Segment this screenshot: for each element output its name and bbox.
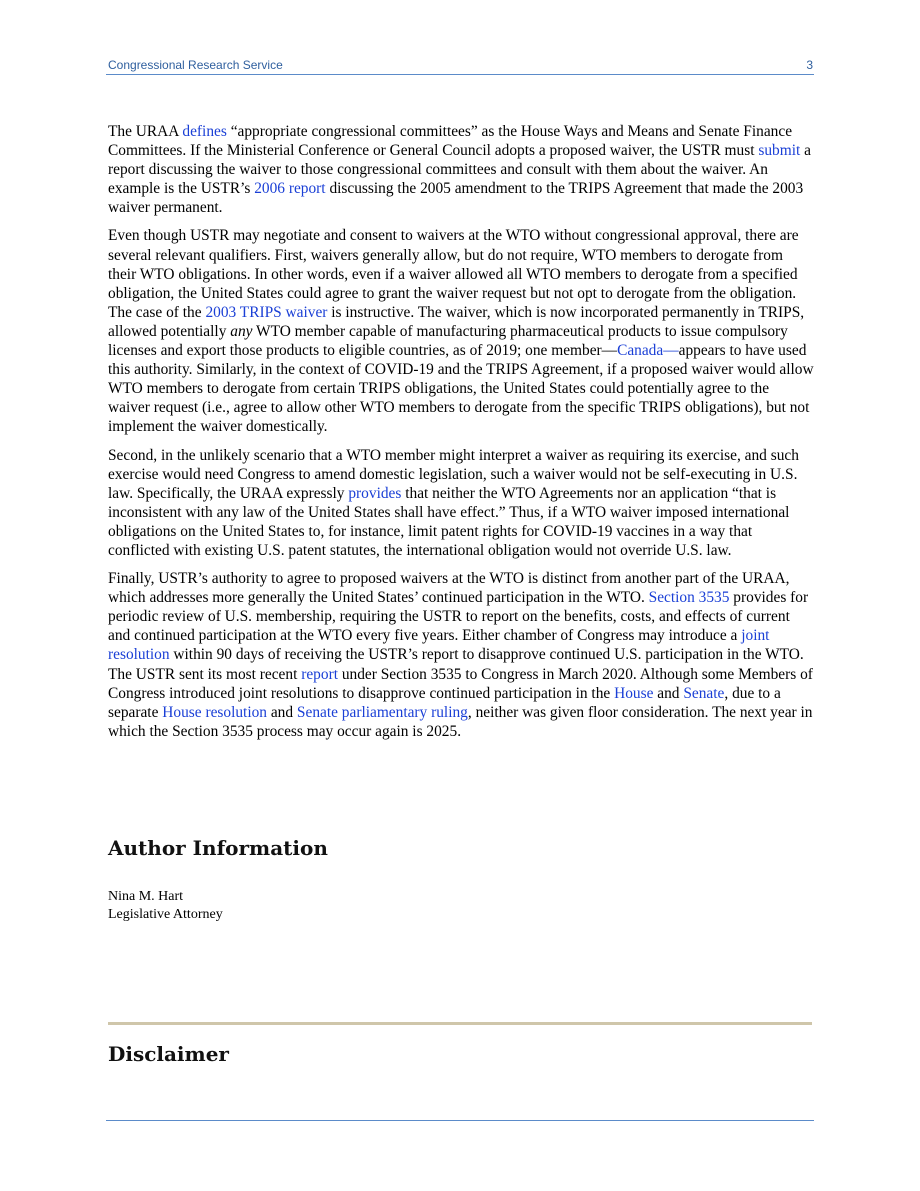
link-defines[interactable]: defines bbox=[182, 123, 227, 140]
text-run: and bbox=[267, 703, 297, 721]
header-org-name: Congressional Research Service bbox=[108, 58, 283, 72]
link-joint-resolution[interactable]: joint resolution bbox=[108, 627, 770, 664]
text-run: that neither the WTO Agreements nor an application “that is inconsistent with any law of the United States shall have effect.” Thus, if a WTO waiver imposed international obligations on the United States to, for instance, limit patent rights for COVID-19 vaccines in a way that conflicted with existing U.S. patent statutes, the international obligation would not override U.S. law. bbox=[108, 484, 790, 559]
link-submit[interactable]: submit bbox=[758, 142, 801, 160]
link-senate[interactable]: Senate bbox=[683, 684, 725, 702]
running-header bbox=[108, 58, 813, 74]
link-section-3535[interactable]: Section 3535 bbox=[648, 589, 730, 607]
link-house[interactable]: House bbox=[614, 684, 654, 702]
text-run: , due to a separate bbox=[108, 684, 781, 721]
text-run: Finally, USTR’s authority to agree to proposed waivers at the WTO is distinct from another part of the URAA, which addresses more generally the United States’ continued participation in the WTO. bbox=[108, 570, 790, 607]
paragraph-1 bbox=[108, 122, 814, 217]
text-run: Second, in the unlikely scenario that a WTO member might interpret a waiver as requiring its exercise, and such exercise would need Congress to amend domestic legislation, such a waiver would not be self-executing in U.S. law. Specifically, the URAA expressly bbox=[108, 446, 799, 502]
text-run: a report discussing the waiver to those congressional committees and consult with them about the waiver. An example is the USTR’s bbox=[108, 142, 811, 198]
link-house-resolution[interactable]: House resolution bbox=[162, 703, 267, 721]
body-text bbox=[108, 122, 814, 750]
footer-divider bbox=[106, 1120, 814, 1121]
link-canada[interactable]: Canada— bbox=[617, 342, 679, 360]
paragraph-4 bbox=[108, 569, 814, 741]
text-run: appears to have used this authority. Similarly, in the context of COVID-19 and the TRIPS Agreement, if a proposed waiver would allow WTO members to derogate from certain TRIPS obligations, the United States could potentially agree to the waiver request (i.e., agree to allow other WTO members to derogate from the specific TRIPS obligations), but not implement the waiver domestically. bbox=[108, 342, 814, 436]
text-run: “appropriate congressional committees” as the House Ways and Means and Senate Finance Committees. If the Ministerial Conference or General Council adopts a proposed waiver, the USTR must bbox=[108, 123, 793, 160]
link-2003-trips-waiver[interactable]: 2003 TRIPS waiver bbox=[205, 303, 328, 321]
author-title: Legislative Attorney bbox=[108, 907, 223, 922]
author-information-heading: Author Information bbox=[108, 836, 328, 860]
paragraph-3 bbox=[108, 446, 814, 561]
page-number: 3 bbox=[806, 58, 813, 72]
text-run: Even though USTR may negotiate and consent to waivers at the WTO without congressional approval, there are several relevant qualifiers. First, waivers generally allow, but do not require, WTO members to derogate from their WTO obligations. In other words, even if a waiver allowed all WTO members to derogate from a specified obligation, the United States could agree to grant the waiver request but not opt to derogate from the obligation. The case of the bbox=[108, 227, 799, 321]
section-divider bbox=[108, 1022, 812, 1025]
text-run: within 90 days of receiving the USTR’s report to disapprove continued U.S. participation in the WTO. The USTR sent its most recent bbox=[108, 646, 804, 683]
text-run: provides for periodic review of U.S. membership, requiring the USTR to report on the benefits, costs, and effects of current and continued participation at the WTO every five years. Either chamber of Congress may introduce a bbox=[108, 589, 809, 645]
author-block bbox=[108, 888, 223, 924]
text-run: discussing the 2005 amendment to the TRIPS Agreement that made the 2003 waiver permanent. bbox=[108, 180, 804, 217]
text-run: The URAA bbox=[108, 123, 183, 140]
link-report[interactable]: report bbox=[301, 665, 338, 683]
link-2006-report[interactable]: 2006 report bbox=[254, 180, 326, 198]
header-divider bbox=[106, 74, 814, 75]
text-run: , neither was given floor consideration. The next year in which the Section 3535 process may occur again is 2025. bbox=[108, 703, 813, 740]
text-run: and bbox=[653, 684, 684, 702]
text-run: under Section 3535 to Congress in March 2020. Although some Members of Congress introduced joint resolutions to disapprove continued participation in the bbox=[108, 665, 813, 702]
paragraph-2 bbox=[108, 226, 814, 436]
link-senate-parliamentary-ruling[interactable]: Senate parliamentary ruling bbox=[296, 703, 468, 721]
text-run: WTO member capable of manufacturing pharmaceutical products to issue compulsory licenses and export those products to eligible countries, as of 2019; one member— bbox=[108, 322, 788, 360]
link-provides[interactable]: provides bbox=[348, 484, 402, 502]
emphasis-any: any bbox=[230, 322, 253, 340]
disclaimer-heading: Disclaimer bbox=[108, 1042, 229, 1066]
text-run: is instructive. The waiver, which is now incorporated permanently in TRIPS, allowed potentially bbox=[108, 303, 805, 340]
author-name: Nina M. Hart bbox=[108, 889, 184, 904]
